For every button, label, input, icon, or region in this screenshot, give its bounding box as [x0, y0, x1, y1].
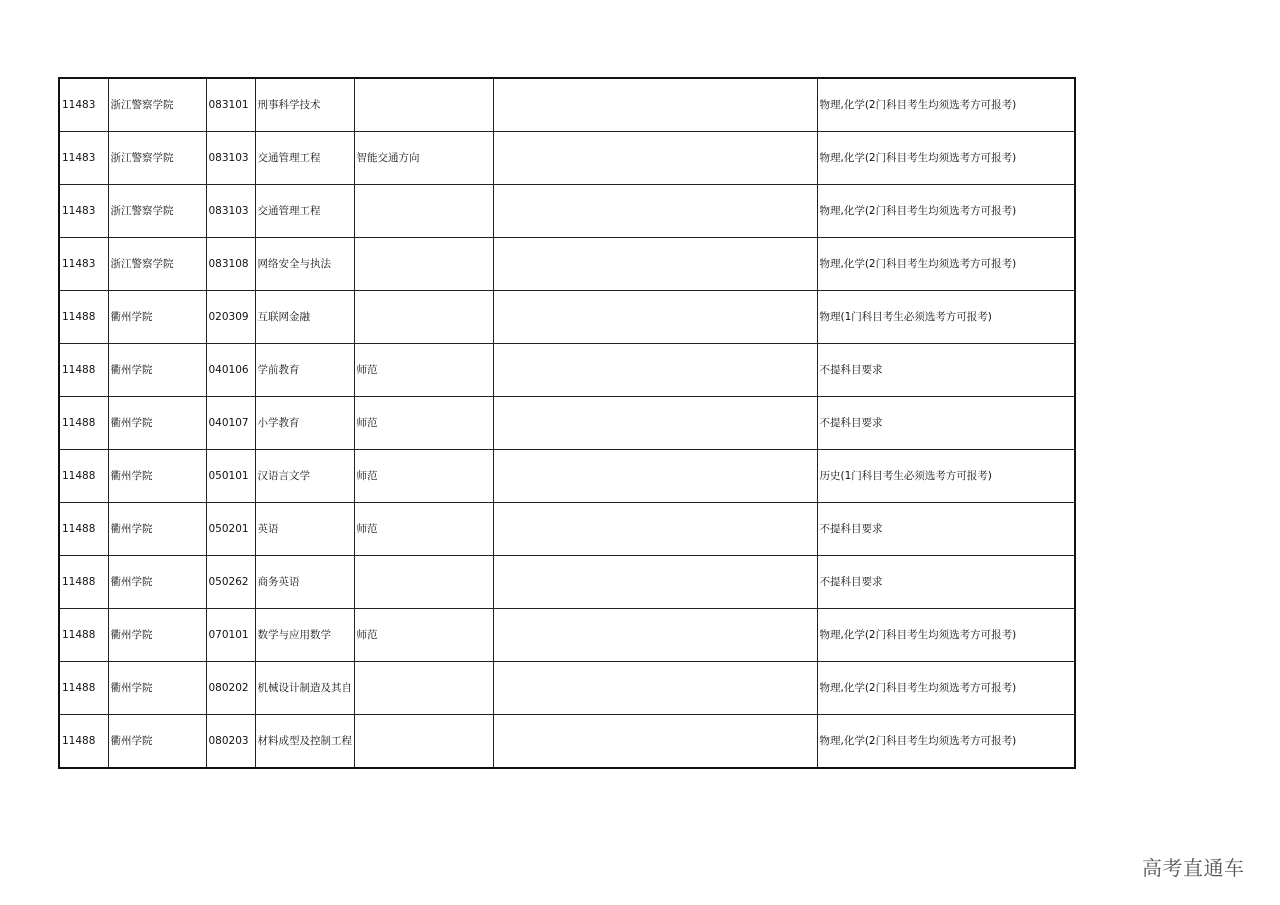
direction-cell: 师范 [354, 344, 493, 397]
subject-requirement-cell: 物理,化学(2门科目考生均须选考方可报考) [817, 132, 1075, 185]
subject-requirement-cell: 历史(1门科目考生必须选考方可报考) [817, 450, 1075, 503]
school-code-cell: 11483 [59, 238, 108, 291]
major-name-cell: 刑事科学技术 [255, 78, 354, 132]
table-row [59, 238, 1075, 291]
major-code-cell: 020309 [206, 291, 255, 344]
school-name-cell: 衢州学院 [108, 556, 206, 609]
note-cell [493, 556, 817, 609]
major-code-cell: 080203 [206, 715, 255, 769]
direction-cell [354, 291, 493, 344]
subject-requirement-cell: 物理,化学(2门科目考生均须选考方可报考) [817, 78, 1075, 132]
school-code-cell: 11488 [59, 609, 108, 662]
school-code-cell: 11488 [59, 503, 108, 556]
subject-requirement-cell: 物理,化学(2门科目考生均须选考方可报考) [817, 238, 1075, 291]
subject-requirement-cell: 不提科目要求 [817, 344, 1075, 397]
major-code-cell: 083101 [206, 78, 255, 132]
school-name-cell: 衢州学院 [108, 344, 206, 397]
school-code-cell: 11488 [59, 662, 108, 715]
table-row [59, 450, 1075, 503]
direction-cell [354, 185, 493, 238]
table-body [59, 78, 1075, 768]
school-code-cell: 11488 [59, 291, 108, 344]
major-name-cell: 英语 [255, 503, 354, 556]
school-code-cell: 11488 [59, 556, 108, 609]
subject-requirement-cell: 物理,化学(2门科目考生均须选考方可报考) [817, 715, 1075, 769]
subject-requirement-cell: 不提科目要求 [817, 397, 1075, 450]
table-row [59, 78, 1075, 132]
direction-cell [354, 238, 493, 291]
subject-requirement-cell: 不提科目要求 [817, 556, 1075, 609]
table-row [59, 291, 1075, 344]
school-code-cell: 11483 [59, 132, 108, 185]
major-code-cell: 083103 [206, 185, 255, 238]
school-name-cell: 衢州学院 [108, 397, 206, 450]
major-name-cell: 学前教育 [255, 344, 354, 397]
note-cell [493, 397, 817, 450]
major-name-cell: 交通管理工程 [255, 132, 354, 185]
school-code-cell: 11488 [59, 715, 108, 769]
subject-requirement-cell: 不提科目要求 [817, 503, 1075, 556]
direction-cell [354, 662, 493, 715]
school-name-cell: 衢州学院 [108, 609, 206, 662]
school-name-cell: 浙江警察学院 [108, 132, 206, 185]
table-row [59, 503, 1075, 556]
admission-requirements-table [58, 77, 1076, 769]
major-name-cell: 汉语言文学 [255, 450, 354, 503]
school-code-cell: 11488 [59, 344, 108, 397]
note-cell [493, 78, 817, 132]
table-row [59, 132, 1075, 185]
direction-cell: 师范 [354, 397, 493, 450]
major-code-cell: 050201 [206, 503, 255, 556]
major-code-cell: 050101 [206, 450, 255, 503]
note-cell [493, 344, 817, 397]
direction-cell: 师范 [354, 450, 493, 503]
subject-requirement-cell: 物理,化学(2门科目考生均须选考方可报考) [817, 609, 1075, 662]
note-cell [493, 503, 817, 556]
school-name-cell: 衢州学院 [108, 450, 206, 503]
table-row [59, 344, 1075, 397]
subject-requirement-cell: 物理(1门科目考生必须选考方可报考) [817, 291, 1075, 344]
major-code-cell: 050262 [206, 556, 255, 609]
major-name-cell: 商务英语 [255, 556, 354, 609]
table-row [59, 397, 1075, 450]
note-cell [493, 238, 817, 291]
major-code-cell: 040107 [206, 397, 255, 450]
note-cell [493, 291, 817, 344]
school-code-cell: 11488 [59, 450, 108, 503]
note-cell [493, 609, 817, 662]
note-cell [493, 450, 817, 503]
subject-requirement-cell: 物理,化学(2门科目考生均须选考方可报考) [817, 185, 1075, 238]
major-code-cell: 080202 [206, 662, 255, 715]
school-name-cell: 衢州学院 [108, 715, 206, 769]
note-cell [493, 715, 817, 769]
school-code-cell: 11483 [59, 78, 108, 132]
school-name-cell: 浙江警察学院 [108, 185, 206, 238]
school-name-cell: 衢州学院 [108, 662, 206, 715]
direction-cell: 智能交通方向 [354, 132, 493, 185]
major-name-cell: 机械设计制造及其自 [255, 662, 354, 715]
watermark-text: 高考直通车 [1142, 856, 1245, 880]
note-cell [493, 132, 817, 185]
table-row [59, 662, 1075, 715]
school-name-cell: 衢州学院 [108, 503, 206, 556]
major-name-cell: 数学与应用数学 [255, 609, 354, 662]
major-code-cell: 083108 [206, 238, 255, 291]
major-name-cell: 小学教育 [255, 397, 354, 450]
table-row [59, 185, 1075, 238]
major-code-cell: 040106 [206, 344, 255, 397]
major-code-cell: 083103 [206, 132, 255, 185]
major-name-cell: 网络安全与执法 [255, 238, 354, 291]
direction-cell [354, 78, 493, 132]
table-row [59, 556, 1075, 609]
school-name-cell: 浙江警察学院 [108, 238, 206, 291]
note-cell [493, 662, 817, 715]
direction-cell [354, 556, 493, 609]
school-code-cell: 11483 [59, 185, 108, 238]
subject-requirement-cell: 物理,化学(2门科目考生均须选考方可报考) [817, 662, 1075, 715]
direction-cell [354, 715, 493, 769]
major-code-cell: 070101 [206, 609, 255, 662]
school-name-cell: 浙江警察学院 [108, 78, 206, 132]
school-code-cell: 11488 [59, 397, 108, 450]
direction-cell: 师范 [354, 503, 493, 556]
table-row [59, 715, 1075, 769]
school-name-cell: 衢州学院 [108, 291, 206, 344]
major-name-cell: 材料成型及控制工程 [255, 715, 354, 769]
major-name-cell: 交通管理工程 [255, 185, 354, 238]
note-cell [493, 185, 817, 238]
table-row [59, 609, 1075, 662]
direction-cell: 师范 [354, 609, 493, 662]
major-name-cell: 互联网金融 [255, 291, 354, 344]
